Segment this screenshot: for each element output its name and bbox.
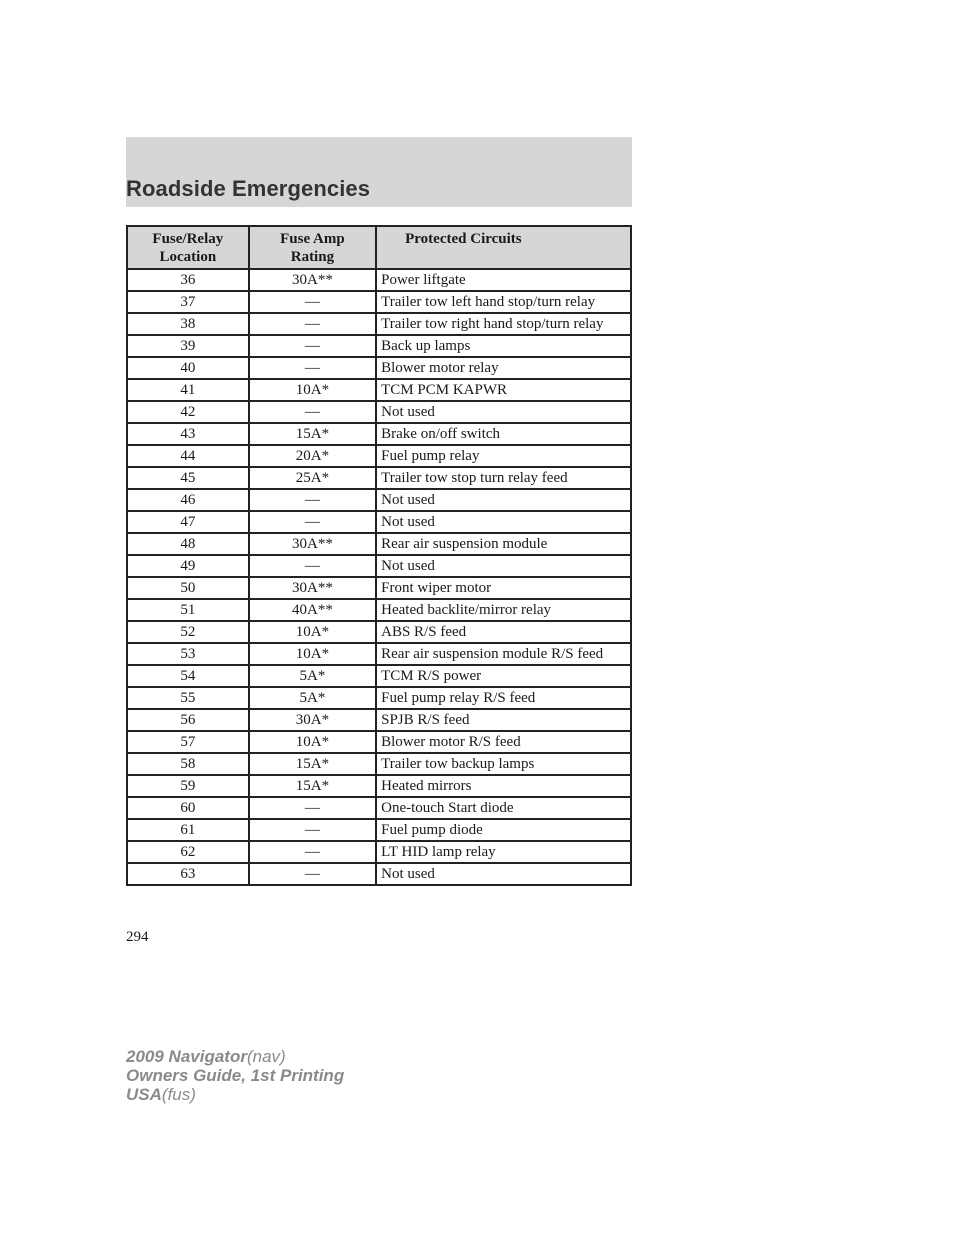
- table-row: [127, 269, 631, 291]
- footer-model-code: (nav): [246, 1047, 286, 1066]
- fuse-rating-cell: 40A**: [249, 599, 376, 621]
- table-row: [127, 313, 631, 335]
- table-row: [127, 665, 631, 687]
- table-header-row: [127, 226, 631, 269]
- protected-circuit-cell: Fuel pump relay: [376, 445, 631, 467]
- fuse-rating-cell: —: [249, 555, 376, 577]
- header-rating-line1: Fuse Amp: [280, 231, 345, 247]
- table-row: [127, 357, 631, 379]
- protected-circuit-cell: Blower motor relay: [376, 357, 631, 379]
- table-row: [127, 379, 631, 401]
- footer: [126, 1047, 344, 1104]
- header-rating: [249, 226, 376, 269]
- fuse-rating-cell: 30A**: [249, 533, 376, 555]
- fuse-location-cell: 63: [127, 863, 249, 885]
- fuse-rating-cell: —: [249, 313, 376, 335]
- table-row: [127, 797, 631, 819]
- fuse-rating-cell: 10A*: [249, 731, 376, 753]
- fuse-location-cell: 58: [127, 753, 249, 775]
- fuse-rating-cell: —: [249, 819, 376, 841]
- fuse-location-cell: 48: [127, 533, 249, 555]
- header-location-line2: Location: [159, 249, 217, 265]
- fuse-location-cell: 40: [127, 357, 249, 379]
- protected-circuit-cell: Not used: [376, 863, 631, 885]
- fuse-rating-cell: 30A*: [249, 709, 376, 731]
- protected-circuit-cell: Not used: [376, 555, 631, 577]
- table-row: [127, 841, 631, 863]
- protected-circuit-cell: Blower motor R/S feed: [376, 731, 631, 753]
- fuse-location-cell: 46: [127, 489, 249, 511]
- fuse-rating-cell: —: [249, 863, 376, 885]
- protected-circuit-cell: One-touch Start diode: [376, 797, 631, 819]
- fuse-rating-cell: 10A*: [249, 379, 376, 401]
- fuse-location-cell: 45: [127, 467, 249, 489]
- protected-circuit-cell: Not used: [376, 511, 631, 533]
- footer-region: USA: [126, 1085, 162, 1104]
- table-row: [127, 291, 631, 313]
- table-row: [127, 643, 631, 665]
- fuse-rating-cell: 20A*: [249, 445, 376, 467]
- fuse-location-cell: 49: [127, 555, 249, 577]
- protected-circuit-cell: Heated mirrors: [376, 775, 631, 797]
- fuse-rating-cell: 15A*: [249, 423, 376, 445]
- protected-circuit-cell: Heated backlite/mirror relay: [376, 599, 631, 621]
- fuse-location-cell: 47: [127, 511, 249, 533]
- table-row: [127, 687, 631, 709]
- header-circuits: [376, 226, 631, 269]
- fuse-rating-cell: —: [249, 511, 376, 533]
- fuse-location-cell: 36: [127, 269, 249, 291]
- fuse-location-cell: 56: [127, 709, 249, 731]
- table-row: [127, 819, 631, 841]
- table-row: [127, 533, 631, 555]
- fuse-location-cell: 57: [127, 731, 249, 753]
- table-row: [127, 335, 631, 357]
- footer-region-code: (fus): [161, 1085, 196, 1104]
- fuse-rating-cell: —: [249, 291, 376, 313]
- fuse-location-cell: 55: [127, 687, 249, 709]
- table-row: [127, 731, 631, 753]
- table-row: [127, 445, 631, 467]
- protected-circuit-cell: Trailer tow left hand stop/turn relay: [376, 291, 631, 313]
- fuse-location-cell: 59: [127, 775, 249, 797]
- protected-circuit-cell: Fuel pump diode: [376, 819, 631, 841]
- table-row: [127, 709, 631, 731]
- fuse-location-cell: 52: [127, 621, 249, 643]
- protected-circuit-cell: Not used: [376, 401, 631, 423]
- table-row: [127, 423, 631, 445]
- table-row: [127, 775, 631, 797]
- fuse-location-cell: 37: [127, 291, 249, 313]
- table-row: [127, 555, 631, 577]
- footer-guide: Owners Guide, 1st Printing: [126, 1066, 345, 1085]
- footer-model: 2009 Navigator: [126, 1047, 247, 1066]
- fuse-rating-cell: —: [249, 797, 376, 819]
- fuse-rating-cell: 30A**: [249, 269, 376, 291]
- fuse-location-cell: 41: [127, 379, 249, 401]
- fuse-location-cell: 60: [127, 797, 249, 819]
- fuse-rating-cell: 15A*: [249, 753, 376, 775]
- fuse-location-cell: 39: [127, 335, 249, 357]
- fuse-location-cell: 54: [127, 665, 249, 687]
- fuse-rating-cell: 25A*: [249, 467, 376, 489]
- footer-line-2: [126, 1066, 344, 1085]
- table-row: [127, 511, 631, 533]
- fuse-rating-cell: 10A*: [249, 643, 376, 665]
- fuse-table-body: [127, 269, 631, 885]
- table-row: [127, 753, 631, 775]
- fuse-rating-cell: —: [249, 401, 376, 423]
- protected-circuit-cell: Trailer tow backup lamps: [376, 753, 631, 775]
- protected-circuit-cell: TCM R/S power: [376, 665, 631, 687]
- header-rating-line2: Rating: [290, 249, 335, 265]
- protected-circuit-cell: Brake on/off switch: [376, 423, 631, 445]
- protected-circuit-cell: Not used: [376, 489, 631, 511]
- header-circuits-label: Protected Circuits: [405, 231, 522, 247]
- page-number: 294: [126, 929, 149, 945]
- protected-circuit-cell: Rear air suspension module R/S feed: [376, 643, 631, 665]
- table-row: [127, 863, 631, 885]
- protected-circuit-cell: SPJB R/S feed: [376, 709, 631, 731]
- fuse-rating-cell: —: [249, 357, 376, 379]
- protected-circuit-cell: TCM PCM KAPWR: [376, 379, 631, 401]
- protected-circuit-cell: ABS R/S feed: [376, 621, 631, 643]
- fuse-rating-cell: —: [249, 335, 376, 357]
- protected-circuit-cell: Power liftgate: [376, 269, 631, 291]
- fuse-rating-cell: 30A**: [249, 577, 376, 599]
- fuse-location-cell: 43: [127, 423, 249, 445]
- protected-circuit-cell: Back up lamps: [376, 335, 631, 357]
- fuse-location-cell: 44: [127, 445, 249, 467]
- fuse-rating-cell: —: [249, 841, 376, 863]
- fuse-location-cell: 61: [127, 819, 249, 841]
- fuse-location-cell: 42: [127, 401, 249, 423]
- table-row: [127, 577, 631, 599]
- protected-circuit-cell: Fuel pump relay R/S feed: [376, 687, 631, 709]
- table-row: [127, 599, 631, 621]
- fuse-rating-cell: 10A*: [249, 621, 376, 643]
- protected-circuit-cell: Front wiper motor: [376, 577, 631, 599]
- footer-line-3: [126, 1085, 344, 1104]
- section-title: Roadside Emergencies: [126, 176, 371, 201]
- table-row: [127, 621, 631, 643]
- fuse-rating-cell: 5A*: [249, 687, 376, 709]
- protected-circuit-cell: Trailer tow right hand stop/turn relay: [376, 313, 631, 335]
- fuse-location-cell: 38: [127, 313, 249, 335]
- protected-circuit-cell: LT HID lamp relay: [376, 841, 631, 863]
- footer-line-1: [126, 1047, 344, 1066]
- fuse-location-cell: 62: [127, 841, 249, 863]
- protected-circuit-cell: Rear air suspension module: [376, 533, 631, 555]
- header-location-line1: Fuse/Relay: [152, 231, 224, 247]
- fuse-location-cell: 53: [127, 643, 249, 665]
- protected-circuit-cell: Trailer tow stop turn relay feed: [376, 467, 631, 489]
- fuse-rating-cell: —: [249, 489, 376, 511]
- fuse-rating-cell: 5A*: [249, 665, 376, 687]
- fuse-location-cell: 51: [127, 599, 249, 621]
- fuse-location-cell: 50: [127, 577, 249, 599]
- fuse-table: [126, 225, 632, 886]
- header-location: [127, 226, 249, 269]
- fuse-rating-cell: 15A*: [249, 775, 376, 797]
- table-row: [127, 489, 631, 511]
- table-row: [127, 467, 631, 489]
- table-row: [127, 401, 631, 423]
